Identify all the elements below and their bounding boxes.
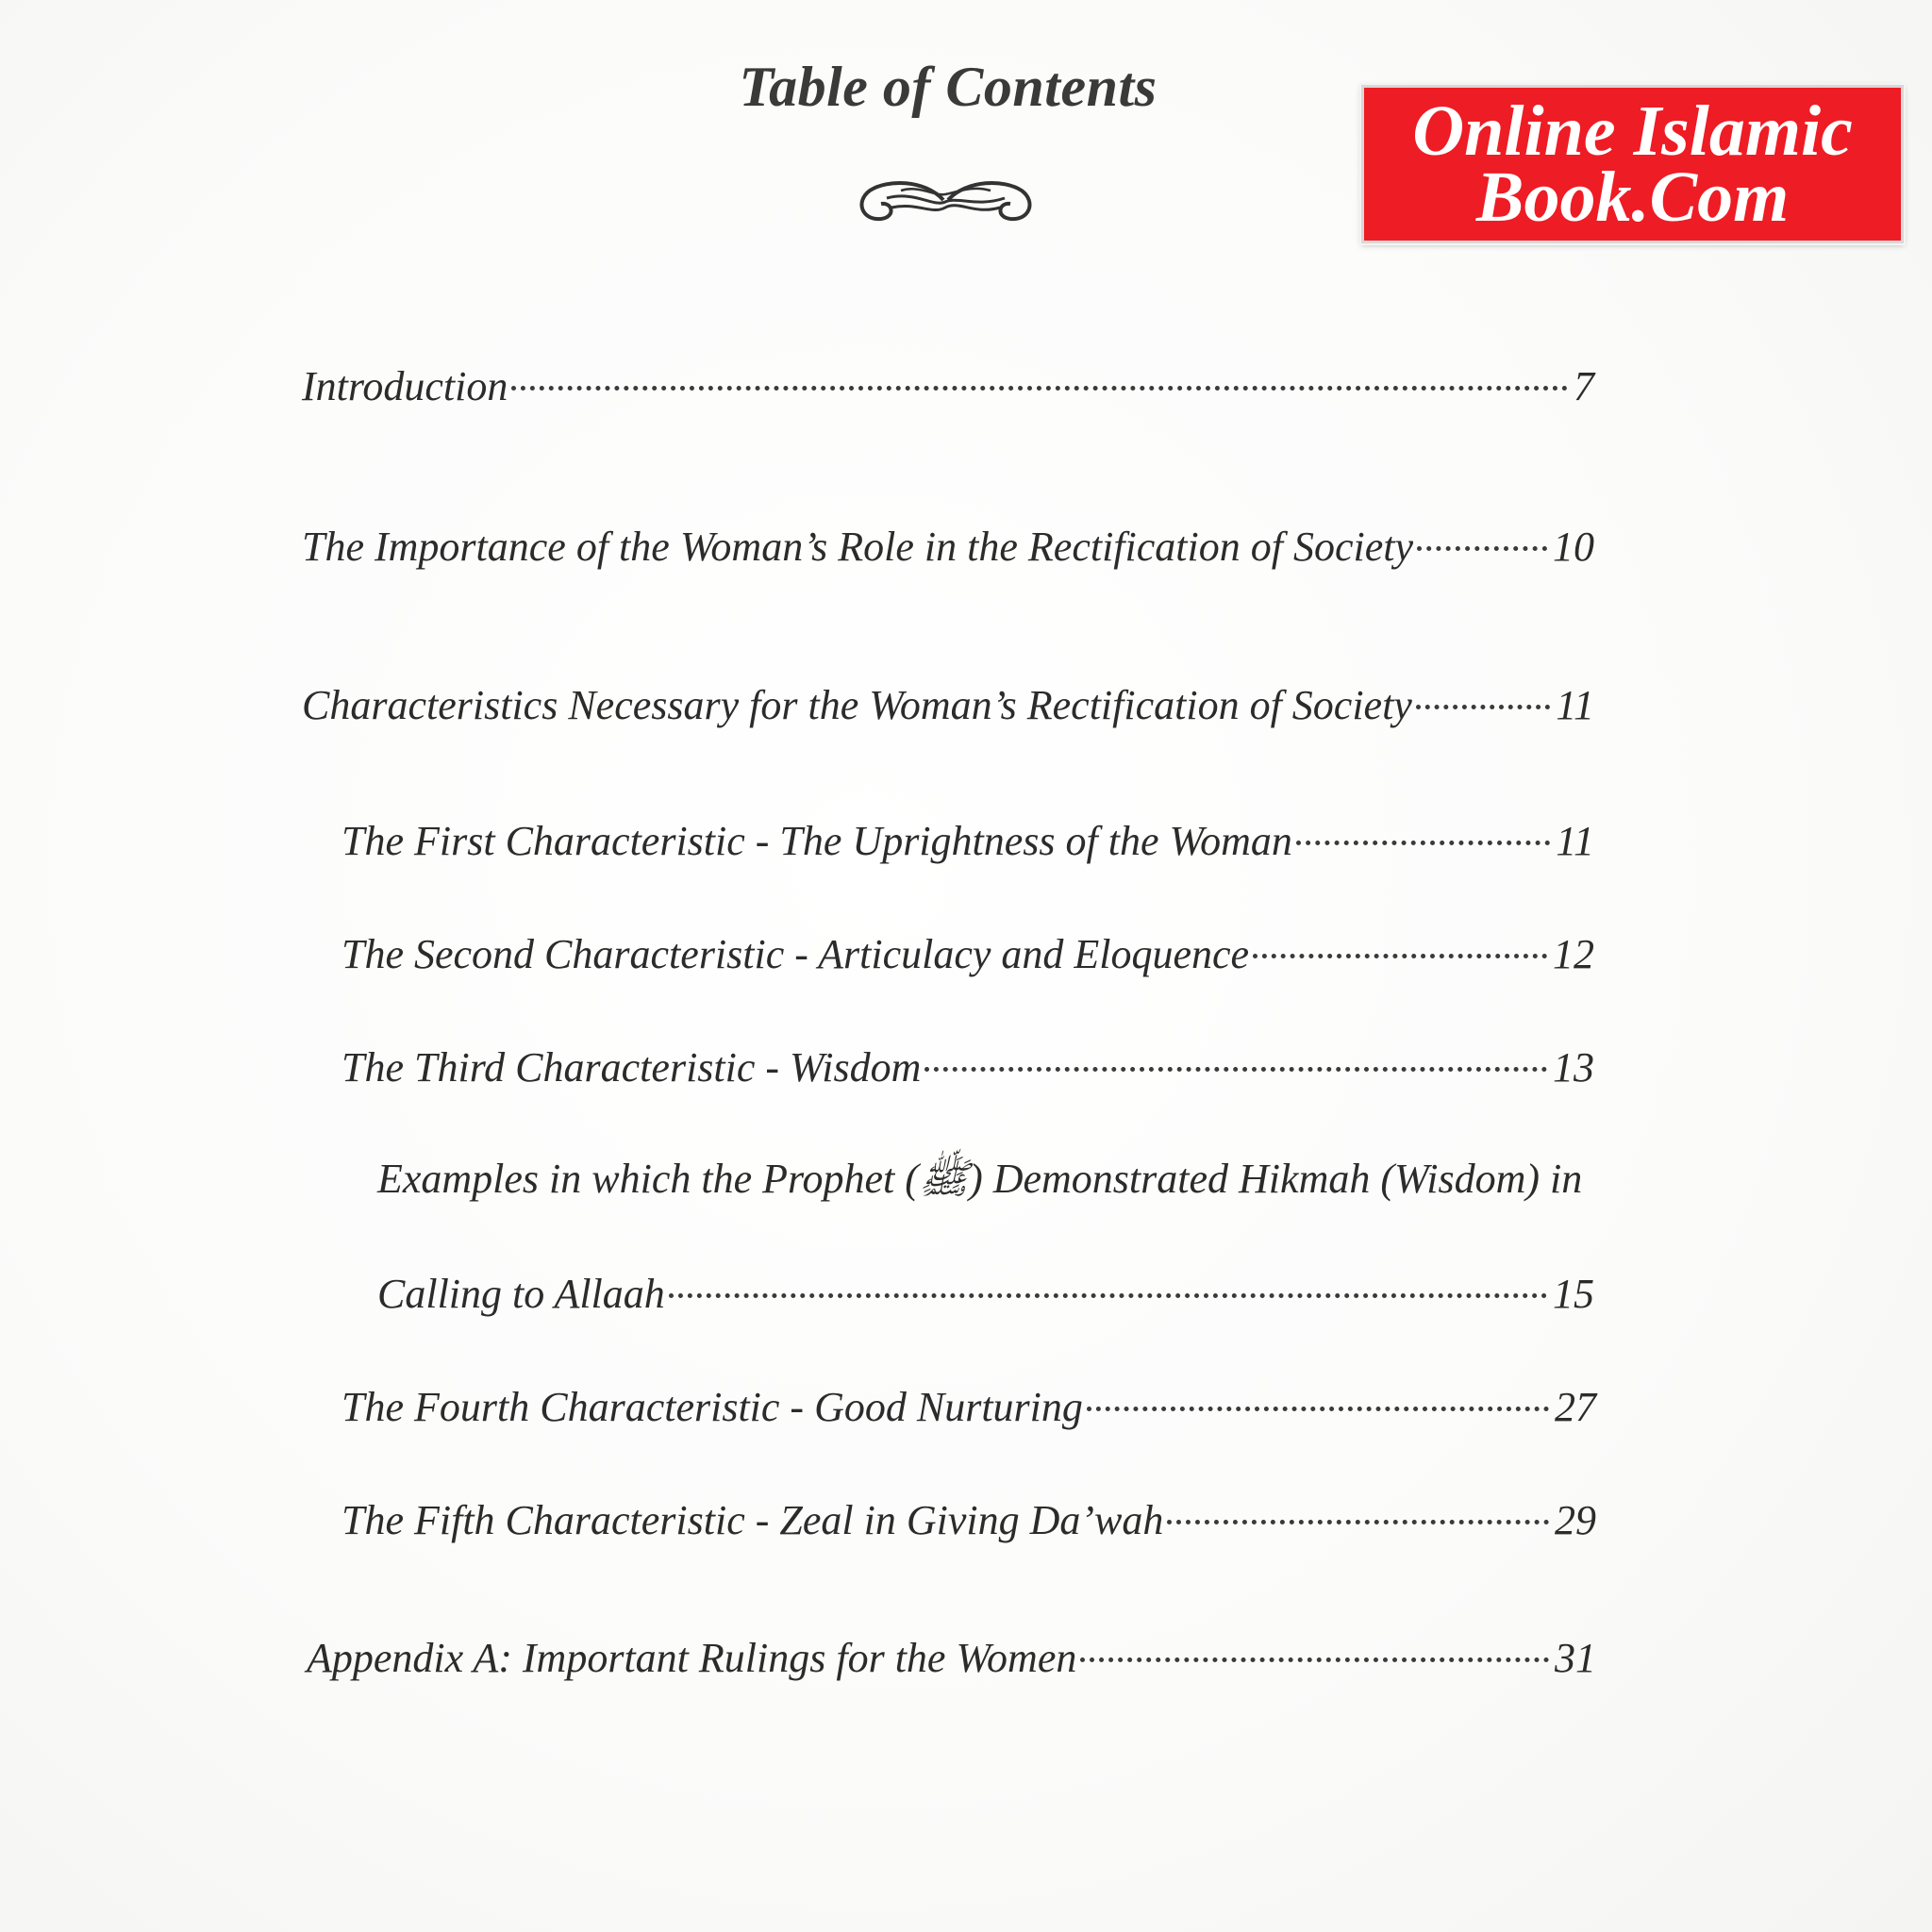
dot-leader [1167, 1492, 1549, 1534]
toc-entry-title: Introduction [302, 363, 508, 409]
toc-entry-fifth-characteristic[interactable] [341, 1492, 1596, 1544]
toc-entry-examples[interactable] [377, 1266, 1594, 1318]
toc-page-number: 15 [1553, 1271, 1594, 1317]
flourish-ornament-icon [849, 170, 1042, 236]
toc-entry-second-characteristic[interactable] [341, 926, 1594, 978]
toc-entry-title: The First Characteristic - The Uprightness of the Woman [341, 818, 1292, 864]
page-title: Table of Contents [739, 56, 1158, 118]
banner-line-1: Online Islamic [1412, 92, 1853, 171]
dot-leader [1416, 677, 1550, 719]
toc-page-number: 10 [1553, 524, 1594, 570]
toc-entry-title: Appendix A: Important Rulings for the Women [307, 1635, 1077, 1681]
toc-entry-introduction[interactable] [302, 358, 1594, 410]
toc-page-number: 12 [1553, 931, 1594, 977]
dot-leader [669, 1266, 1547, 1307]
toc-entry-title: The Third Characteristic - Wisdom [341, 1044, 922, 1091]
toc-entry-title: The Fifth Characteristic - Zeal in Giving Da’wah [341, 1497, 1164, 1543]
banner-line-2: Book.Com [1475, 158, 1790, 237]
toc-entry-third-characteristic[interactable] [341, 1040, 1594, 1091]
toc-entry-first-characteristic[interactable] [341, 813, 1594, 865]
toc-entry-title: Characteristics Necessary for the Woman’s Rectification of Society [302, 682, 1412, 728]
toc-entry-title: The Second Characteristic - Articulacy and Eloquence [341, 931, 1250, 977]
dot-leader [1417, 519, 1547, 560]
dot-leader [1080, 1630, 1549, 1672]
toc-entry-title: Calling to Allaah [377, 1271, 665, 1317]
dot-leader [1253, 926, 1547, 968]
toc-entry-fourth-characteristic[interactable] [341, 1379, 1596, 1431]
toc-entry-title: The Fourth Characteristic - Good Nurturing [341, 1384, 1083, 1430]
toc-entry-appendix-a[interactable] [307, 1630, 1596, 1682]
toc-page-number: 29 [1555, 1497, 1596, 1543]
toc-entry-characteristics[interactable] [302, 677, 1594, 729]
toc-page-number: 31 [1555, 1635, 1596, 1681]
dot-leader [511, 358, 1568, 400]
dot-leader [924, 1040, 1547, 1081]
toc-page-number: 13 [1553, 1044, 1594, 1091]
toc-page-number: 11 [1556, 682, 1594, 728]
toc-entry-importance[interactable] [302, 519, 1594, 571]
toc-page-number: 27 [1555, 1384, 1596, 1430]
dot-leader [1296, 813, 1550, 855]
toc-entry-title: The Importance of the Woman’s Role in the Rectification of Society [302, 524, 1413, 570]
toc-page-number: 7 [1574, 363, 1594, 409]
toc-entry-examples-line-1[interactable]: Examples in which the Prophet (ﷺ) Demonstrated Hikmah (Wisdom) in [377, 1156, 1583, 1202]
online-islamic-book-banner[interactable] [1361, 85, 1904, 243]
toc-page-number: 11 [1556, 818, 1594, 864]
dot-leader [1087, 1379, 1549, 1421]
